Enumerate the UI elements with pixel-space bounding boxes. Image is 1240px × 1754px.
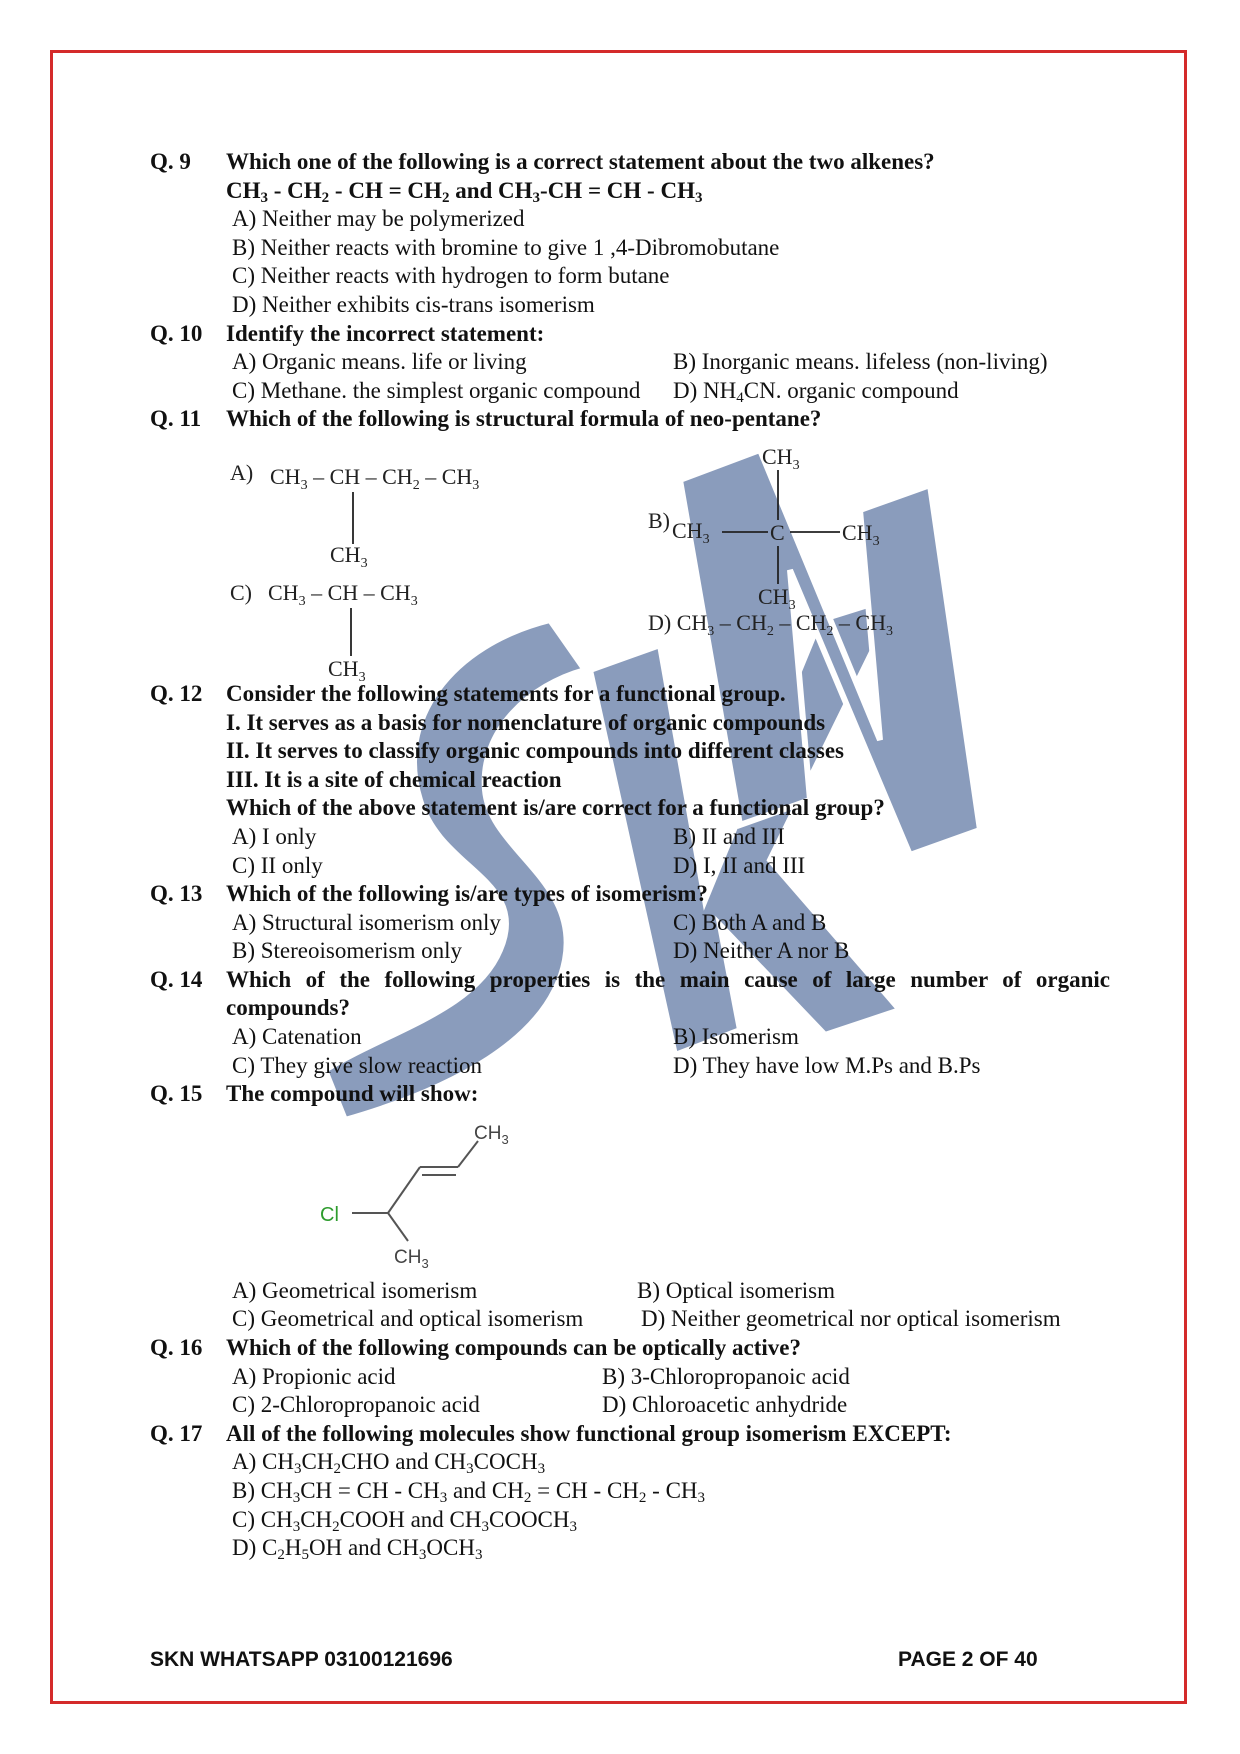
option-d: D) $NH_4CN$. organic compound [673,377,959,406]
question-text: Which of the following is structural formula of neo-pentane? [226,406,822,432]
question-text: Identify the incorrect statement: [226,320,545,346]
footer-contact: SKN WHATSAPP 03100121696 [150,1648,453,1671]
option-b: B) II and III [673,823,785,849]
statement-1: I. It serves as a basis for nomenclature of organic compounds [226,709,826,735]
structure-c-label: C) [230,579,252,605]
structure-b [672,444,880,613]
svg-text:CH3: $CH_3$ [394,1246,429,1271]
option-a: A) I only [232,823,317,849]
question-number: Q. 16 [150,1335,203,1361]
option-c: C) 2-Chloropropanoic acid [232,1392,480,1418]
question-text: Which one of the following is a correct statement about the two alkenes? [226,149,935,174]
question-number: Q. 13 [150,881,203,907]
svg-text:CH3: $CH_3$ [672,517,710,547]
option-c: C) II only [232,852,323,878]
structure-d [648,610,893,639]
footer-page-number: PAGE 2 OF 40 [898,1648,1038,1671]
question-text: Which of the following is/are types of isomerism? [226,881,708,907]
svg-text:CH3 – CH – CH3: $CH_3$ – CH – $CH_3$ [268,579,418,609]
option-d: D) $C_2H_5OH$ and $CH_3OCH_3$ [232,1535,483,1564]
question-9 [150,148,1110,320]
structure-b-label: B) [648,507,670,533]
compound-structure [150,1109,1110,1277]
svg-text:C: C [770,519,785,545]
statement-2: II. It serves to classify organic compounds into different classes [226,738,844,764]
option-b: B) 3-Chloropropanoic acid [602,1363,850,1389]
svg-text:CH3: $CH_3$ [330,541,368,571]
structure-a [270,464,479,571]
question-11 [150,405,1110,685]
question-text: All of the following molecules show functional group isomerism EXCEPT: [226,1420,952,1446]
option-d: D) Neither A nor B [673,938,850,964]
svg-text:D) CH3 – CH2 – CH2 – CH3: D) $CH_3 - CH_2 - CH_2 - CH_3$ [648,609,893,639]
option-b: B) Neither reacts with bromine to give 1 ,4-Dibromobutane [232,234,780,260]
option-c: C) Methane. the simplest organic compound [232,377,641,403]
question-number: Q. 14 [150,966,203,992]
chlorine-label: Cl [320,1203,339,1226]
question-number: Q. 15 [150,1081,203,1107]
option-b: B) Isomerism [673,1024,799,1050]
option-c: C) Neither reacts with hydrogen to form butane [232,263,670,289]
structure-c [268,580,418,685]
question-text: Consider the following statements for a functional group. [226,680,786,706]
question-15 [150,1080,1110,1334]
question-12 [150,680,1110,880]
question-number: Q. 12 [150,680,203,706]
svg-text:CH3: $CH_3$ [842,519,880,549]
svg-text:CH3: $CH_3$ [474,1122,509,1147]
option-c: C) Geometrical and optical isomerism [232,1306,584,1332]
option-d: D) Neither geometrical nor optical isomerism [641,1306,1061,1332]
option-d: D) They have low M.Ps and B.Ps [673,1052,981,1078]
question-17 [150,1420,1110,1563]
question-10 [150,320,1110,406]
option-c: C) Both A and B [673,909,827,935]
statement-3: III. It is a site of chemical reaction [226,766,562,792]
option-a: A) $CH_3CH_2CHO$ and $CH_3COCH_3$ [232,1449,546,1478]
structure-a-label: A) [230,459,254,485]
option-d: D) I, II and III [673,852,806,878]
question-list [150,148,1110,1563]
option-a: A) Catenation [232,1024,362,1050]
question-text: The compound will show: [226,1081,479,1107]
option-c: C) $CH_3CH_2COOH$ and $CH_3COOCH_3$ [232,1506,578,1535]
option-a: A) Propionic acid [232,1363,396,1389]
option-b: B) Inorganic means. lifeless (non-living) [673,349,1048,375]
question-number: Q. 17 [150,1420,203,1446]
question-number: Q. 10 [150,320,203,346]
svg-text:CH3: $CH_3$ [758,583,796,613]
question-text: Which of the following compounds can be optically active? [226,1335,802,1361]
option-b: B) $CH_3CH$ = CH - $CH_3$ and $CH_2$ = CH - $CH_2 - CH_3$ [232,1478,706,1506]
question-13 [150,880,1110,966]
svg-text:CH3: $CH_3$ [328,655,366,685]
option-a: A) Organic means. life or living [232,349,527,375]
structure-options [150,434,1110,685]
option-b: B) Optical isomerism [637,1277,836,1303]
question-number: Q. 11 [150,406,202,432]
question-14 [150,966,1110,1080]
statement-question: Which of the above statement is/are correct for a functional group? [226,795,885,821]
option-a: A) Neither may be polymerized [232,206,525,232]
alkene-formulas: $CH_3 - CH_2$ - CH = $CH_2$ and $CH_3-CH$ = CH - $CH_3$ [226,177,703,206]
question-number: Q. 9 [150,149,191,174]
question-16 [150,1334,1110,1420]
option-c: C) They give slow reaction [232,1052,482,1078]
svg-text:CH3: $CH_3$ [762,443,800,473]
option-b: B) Stereoisomerism only [232,938,462,964]
option-a: A) Structural isomerism only [232,909,501,935]
question-text: Which of the following properties is the main cause of large number of organic compounds? [226,966,1110,1021]
option-d: D) Neither exhibits cis-trans isomerism [232,291,595,317]
option-a: A) Geometrical isomerism [232,1277,478,1303]
svg-text:CH3 – CH – CH2 – CH3: $CH_3$ – CH – $CH_2 - CH_3$ [270,463,480,493]
option-d: D) Chloroacetic anhydride [602,1392,848,1418]
